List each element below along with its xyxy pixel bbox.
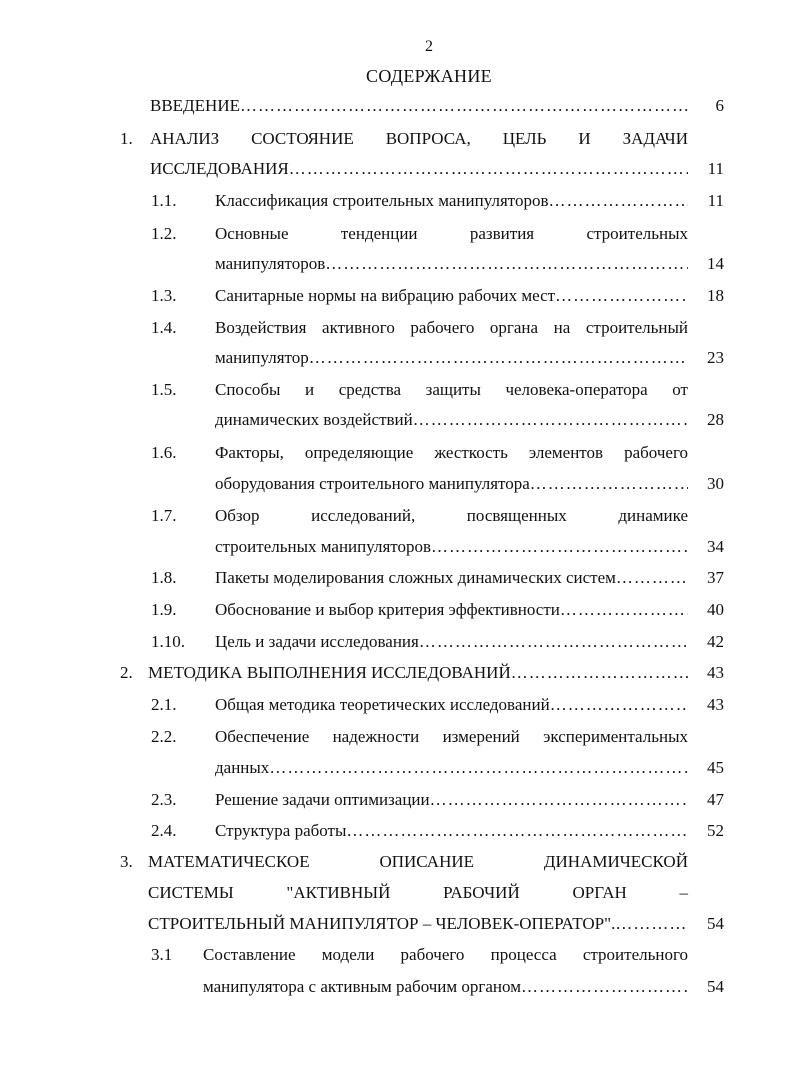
toc-entry-line[interactable] <box>215 820 688 842</box>
dot-leader <box>240 95 688 117</box>
toc-entry-number: 1.5. <box>151 380 177 399</box>
toc-entry-line[interactable] <box>203 976 688 998</box>
dot-leader <box>530 473 688 495</box>
dot-leader <box>419 631 688 653</box>
toc-entry-page: 42 <box>707 632 724 651</box>
toc-entry-line[interactable] <box>150 95 688 117</box>
toc-entry-page: 43 <box>707 663 724 682</box>
toc-entry-page: 34 <box>707 537 724 556</box>
toc-entry-title: СТРОИТЕЛЬНЫЙ МАНИПУЛЯТОР – ЧЕЛОВЕК-ОПЕРАТОР". <box>148 914 616 933</box>
page-title: СОДЕРЖАНИЕ <box>366 66 492 86</box>
toc-entry-number: 1.4. <box>151 318 177 337</box>
toc-entry-number: 3. <box>120 852 133 871</box>
toc-entry-page: 6 <box>715 96 724 115</box>
dot-leader <box>550 694 688 716</box>
toc-entry-line[interactable]: АНАЛИЗ СОСТОЯНИЕ ВОПРОСА, ЦЕЛЬ И ЗАДАЧИ <box>150 129 688 148</box>
toc-entry-number: 1.1. <box>151 191 177 210</box>
toc-entry-number: 1.6. <box>151 443 177 462</box>
dot-leader <box>615 913 688 935</box>
toc-entry-number: 1.10. <box>151 632 185 651</box>
toc-entry-line[interactable] <box>215 190 688 212</box>
toc-entry-number: 1.8. <box>151 568 177 587</box>
toc-entry-page: 47 <box>707 790 724 809</box>
toc-entry-number: 1.2. <box>151 224 177 243</box>
toc-entry-title: Общая методика теоретических исследований <box>215 695 550 714</box>
toc-entry-number: 1.3. <box>151 286 177 305</box>
toc-entry-line[interactable] <box>148 662 688 684</box>
toc-entry-line[interactable] <box>215 473 688 495</box>
toc-entry-page: 28 <box>707 410 724 429</box>
toc-entry-line[interactable]: Воздействия активного рабочего органа на строительный <box>215 318 688 337</box>
toc-entry-title: Решение задачи оптимизации <box>215 790 430 809</box>
page-number: 2 <box>425 38 433 55</box>
toc-entry-line[interactable] <box>215 757 688 779</box>
toc-entry-number: 2. <box>120 663 133 682</box>
toc-entry-page: 40 <box>707 600 724 619</box>
toc-entry-line[interactable] <box>215 694 688 716</box>
toc-entry-page: 37 <box>707 568 724 587</box>
toc-entry-number: 2.4. <box>151 821 177 840</box>
dot-leader <box>309 347 688 369</box>
toc-entry-line[interactable] <box>215 631 688 653</box>
dot-leader <box>511 662 688 684</box>
toc-entry-title: ВВЕДЕНИЕ <box>150 96 240 115</box>
toc-entry-line[interactable]: Основные тенденции развития строительных <box>215 224 688 243</box>
toc-entry-line[interactable]: Способы и средства защиты человека-оператора от <box>215 380 688 399</box>
toc-entry-number: 3.1 <box>151 945 173 964</box>
toc-entry-number: 1.9. <box>151 600 177 619</box>
toc-entry-line[interactable] <box>215 285 688 307</box>
toc-entry-title: манипулятор <box>215 348 309 367</box>
toc-entry-page: 30 <box>707 474 724 493</box>
toc-entry-number: 2.2. <box>151 727 177 746</box>
toc-entry-line[interactable] <box>215 347 688 369</box>
toc-entry-page: 52 <box>707 821 724 840</box>
dot-leader <box>560 599 688 621</box>
toc-entry-page: 43 <box>707 695 724 714</box>
dot-leader <box>413 409 688 431</box>
dot-leader <box>289 158 688 180</box>
dot-leader <box>325 253 688 275</box>
toc-entry-page: 54 <box>707 914 724 933</box>
toc-entry-page: 11 <box>707 191 724 210</box>
toc-entry-line[interactable] <box>215 536 688 558</box>
toc-entry-line[interactable] <box>215 253 688 275</box>
toc-entry-title: МЕТОДИКА ВЫПОЛНЕНИЯ ИССЛЕДОВАНИЙ <box>148 663 511 682</box>
toc-entry-title: Структура работы <box>215 821 347 840</box>
toc-entry-line[interactable]: Составление модели рабочего процесса строительного <box>203 945 688 964</box>
toc-entry-number: 2.1. <box>151 695 177 714</box>
toc-entry-number: 1.7. <box>151 506 177 525</box>
toc-entry-line[interactable] <box>215 567 688 589</box>
toc-entry-page: 18 <box>707 286 724 305</box>
toc-entry-title: ИССЛЕДОВАНИЯ <box>150 159 289 178</box>
toc-entry-title: Санитарные нормы на вибрацию рабочих мест <box>215 286 556 305</box>
toc-entry-page: 11 <box>707 159 724 178</box>
toc-entry-page: 14 <box>707 254 724 273</box>
toc-entry-page: 45 <box>707 758 724 777</box>
toc-entry-title: манипулятора с активным рабочим органом <box>203 977 521 996</box>
dot-leader <box>521 976 688 998</box>
toc-entry-line[interactable]: Обеспечение надежности измерений экспериментальных <box>215 727 688 746</box>
dot-leader <box>430 789 688 811</box>
toc-entry-title: строительных манипуляторов <box>215 537 432 556</box>
dot-leader <box>549 190 688 212</box>
toc-entry-number: 1. <box>120 129 133 148</box>
toc-entry-title: оборудования строительного манипулятора <box>215 474 530 493</box>
toc-entry-line[interactable]: Обзор исследований, посвященных динамике <box>215 506 688 525</box>
toc-entry-line[interactable] <box>150 158 688 180</box>
toc-entry-line[interactable] <box>215 409 688 431</box>
dot-leader <box>346 820 688 842</box>
dot-leader <box>269 757 688 779</box>
toc-entry-title: манипуляторов <box>215 254 326 273</box>
toc-entry-page: 54 <box>707 977 724 996</box>
toc-entry-line[interactable]: СИСТЕМЫ "АКТИВНЫЙ РАБОЧИЙ ОРГАН – <box>148 883 688 902</box>
toc-entry-title: динамических воздействий <box>215 410 413 429</box>
toc-entry-title: Обоснование и выбор критерия эффективности <box>215 600 560 619</box>
toc-entry-line[interactable]: МАТЕМАТИЧЕСКОЕ ОПИСАНИЕ ДИНАМИЧЕСКОЙ <box>148 852 688 871</box>
toc-entry-title: Классификация строительных манипуляторов <box>215 191 549 210</box>
dot-leader <box>431 536 688 558</box>
toc-entry-page: 23 <box>707 348 724 367</box>
toc-entry-title: данных <box>215 758 270 777</box>
toc-entry-line[interactable] <box>215 789 688 811</box>
dot-leader <box>555 285 688 307</box>
dot-leader <box>616 567 688 589</box>
toc-entry-title: Пакеты моделирования сложных динамических систем <box>215 568 616 587</box>
toc-entry-line[interactable] <box>215 599 688 621</box>
toc-entry-title: Цель и задачи исследования <box>215 632 419 651</box>
toc-entry-line[interactable]: Факторы, определяющие жесткость элементов рабочего <box>215 443 688 462</box>
toc-entry-line[interactable] <box>148 913 688 935</box>
toc-entry-number: 2.3. <box>151 790 177 809</box>
